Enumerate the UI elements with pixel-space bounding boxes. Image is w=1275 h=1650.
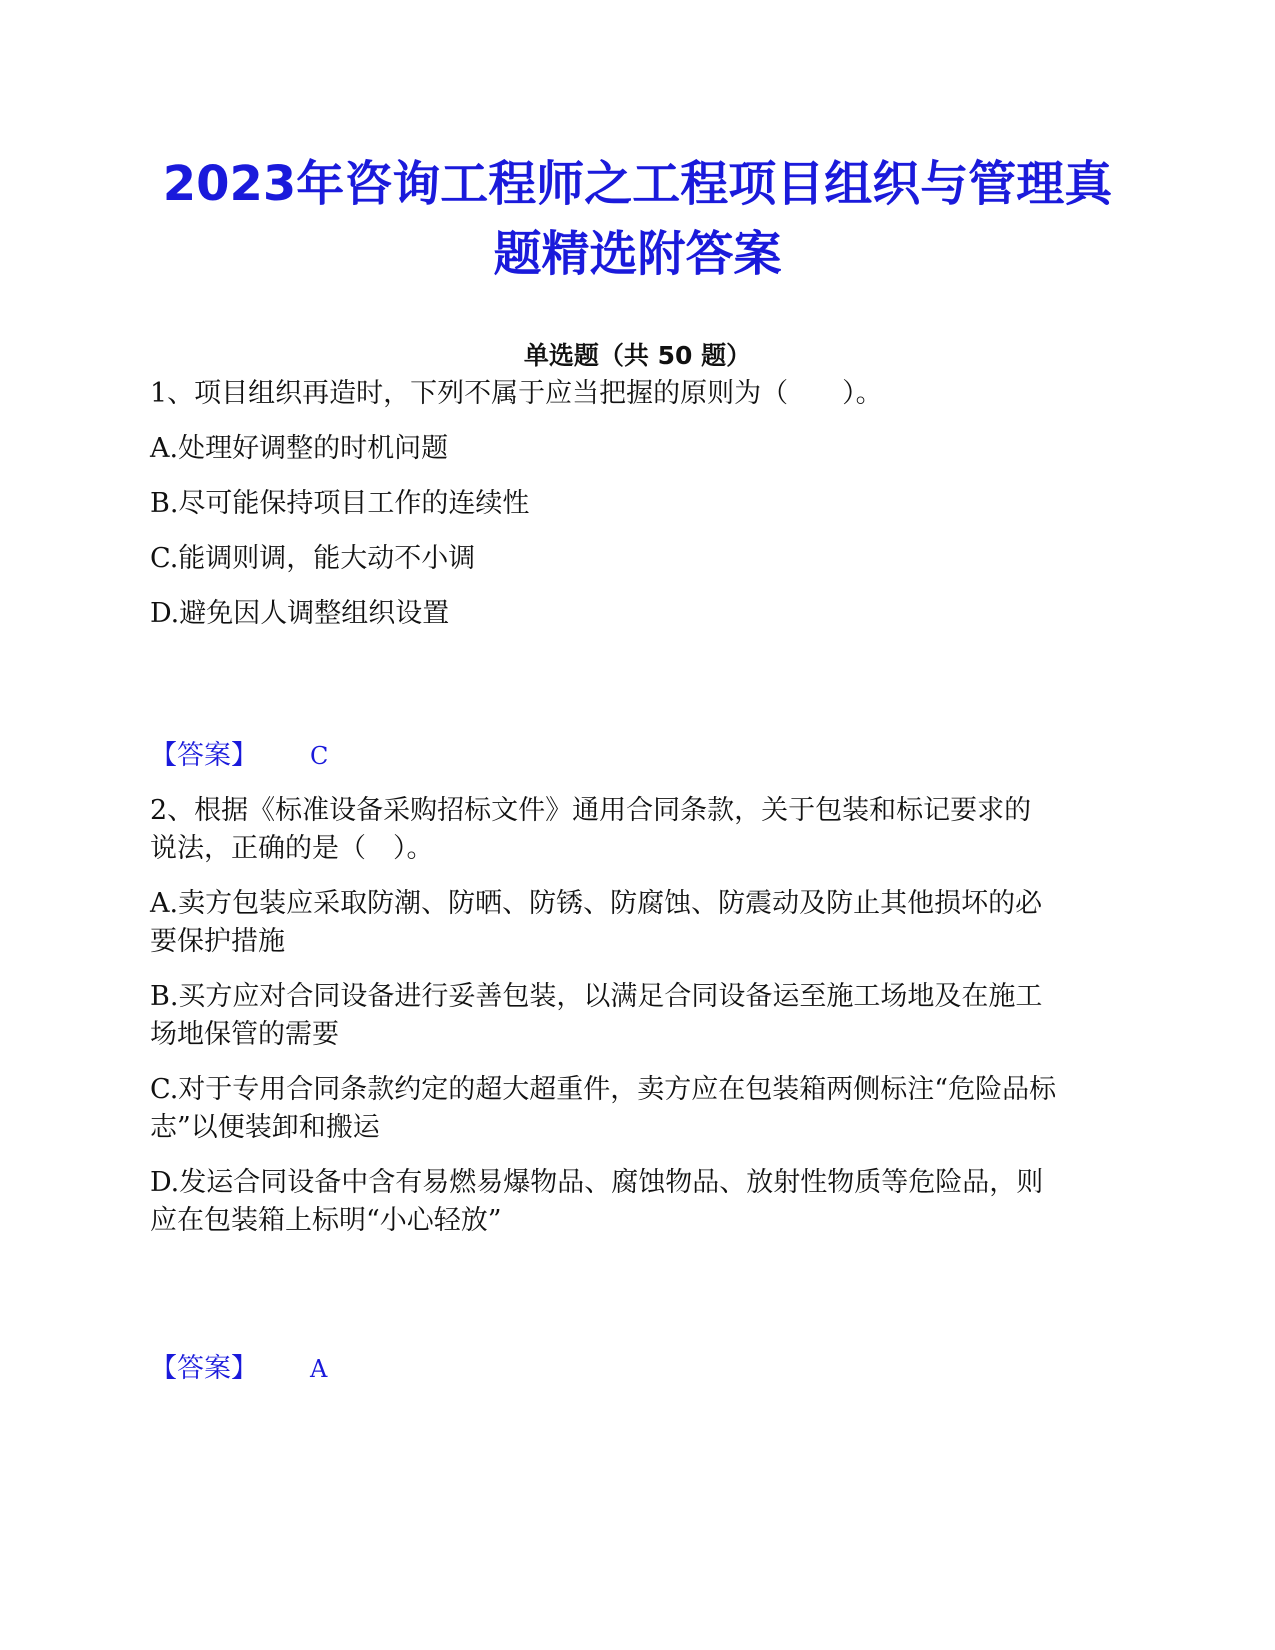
- answer-value: C: [310, 742, 329, 770]
- answer-label: 【答案】: [150, 740, 258, 771]
- section-heading: 单选题（共 50 题）: [523, 341, 752, 370]
- question-1-option-d: D.避免因人调整组织设置: [150, 598, 450, 629]
- document-title-line-1: 2023年咨询工程师之工程项目组织与管理真: [162, 156, 1113, 212]
- question-2-option-a-line-2: 要保护措施: [150, 926, 285, 957]
- question-2-option-b-line-2: 场地保管的需要: [150, 1019, 339, 1050]
- question-2-option-d-line-1: D.发运合同设备中含有易燃易爆物品、腐蚀物品、放射性物质等危险品，则: [150, 1167, 1044, 1198]
- question-2-answer: [150, 1350, 327, 1388]
- question-2-stem-line-2: 说法，正确的是（ ）。: [150, 833, 434, 864]
- question-2-stem-line-1: 2、根据《标准设备采购招标文件》通用合同条款，关于包装和标记要求的: [150, 795, 1032, 826]
- question-1-option-c: C.能调则调，能大动不小调: [150, 543, 476, 574]
- question-1-option-a: A.处理好调整的时机问题: [150, 433, 449, 464]
- question-2-option-c-line-2: 志”以便装卸和搬运: [150, 1112, 380, 1143]
- question-1-option-b: B.尽可能保持项目工作的连续性: [150, 488, 530, 519]
- question-2-option-b-line-1: B.买方应对合同设备进行妥善包装，以满足合同设备运至施工场地及在施工: [150, 981, 1043, 1012]
- question-2-option-c-line-1: C.对于专用合同条款约定的超大超重件，卖方应在包装箱两侧标注“危险品标: [150, 1074, 1057, 1105]
- question-1-stem: 1、项目组织再造时，下列不属于应当把握的原则为（ ）。: [150, 378, 883, 409]
- question-2-option-a-line-1: A.卖方包装应采取防潮、防晒、防锈、防腐蚀、防震动及防止其他损坏的必: [150, 888, 1043, 919]
- answer-label: 【答案】: [150, 1353, 258, 1384]
- question-2-option-d-line-2: 应在包装箱上标明“小心轻放”: [150, 1205, 502, 1236]
- question-1-answer: [150, 737, 328, 775]
- document-title-line-2: 题精选附答案: [493, 226, 782, 282]
- answer-value: A: [310, 1355, 328, 1383]
